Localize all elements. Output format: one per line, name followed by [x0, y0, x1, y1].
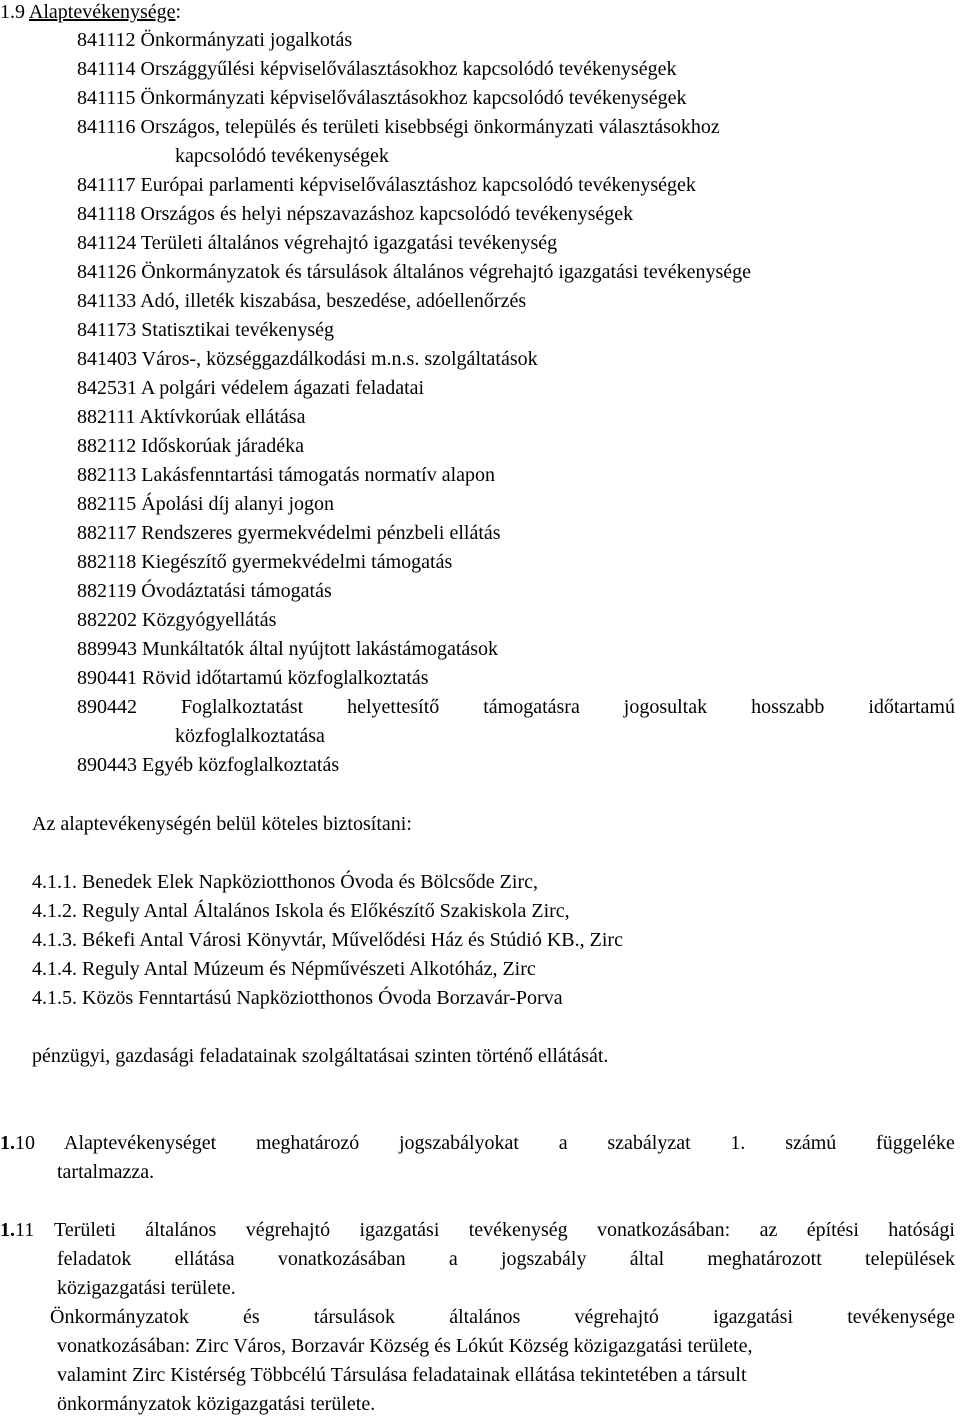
- justified-word: ellátása: [174, 1248, 235, 1270]
- section-heading-1-9: 1.9 Alaptevékenysége:: [0, 1, 182, 23]
- section-1-11-p2-line-justified: [50, 1305, 955, 1329]
- activity-item-justified: [77, 695, 955, 719]
- activity-item: 841126 Önkormányzatok és társulások általános végrehajtó igazgatási tevékenysége: [77, 261, 752, 283]
- activity-item: 841173 Statisztikai tevékenység: [77, 319, 334, 341]
- justified-word: tevékenysége: [847, 1306, 955, 1328]
- justified-word: tevékenység: [468, 1219, 568, 1241]
- activity-item: 882111 Aktívkorúak ellátása: [77, 406, 306, 428]
- justified-word: meghatározott: [707, 1248, 822, 1270]
- justified-word: Foglalkoztatást: [180, 696, 304, 718]
- mandatory-heading: Az alaptevékenységén belül köteles biztosítani:: [32, 813, 412, 835]
- justified-word: általános: [449, 1306, 521, 1328]
- section-1-11-p2-line: valamint Zirc Kistérség Többcélú Társulása feladatainak ellátása tekintetében a társult: [57, 1364, 747, 1386]
- justified-word: társulások: [313, 1306, 395, 1328]
- section-1-11-p2-line: vonatkozásában: Zirc Város, Borzavár Község és Lókút Község közigazgatási területe,: [57, 1335, 753, 1357]
- justified-word: meghatározó: [255, 1132, 360, 1154]
- justified-word: által: [629, 1248, 665, 1270]
- section-1-10-line-justified: [64, 1131, 955, 1155]
- section-number: 1.9: [0, 1, 25, 23]
- justified-word: hosszabb: [751, 696, 825, 718]
- institution-item: 4.1.4. Reguly Antal Múzeum és Népművészeti Alkotóház, Zirc: [32, 958, 536, 980]
- institution-item: 4.1.3. Békefi Antal Városi Könyvtár, Művelődési Ház és Stúdió KB., Zirc: [32, 929, 623, 951]
- section-number: 1.10: [0, 1132, 35, 1154]
- justified-word: hatósági: [888, 1219, 955, 1241]
- section-number: 1.11: [0, 1219, 35, 1241]
- justified-word: igazgatási: [359, 1219, 440, 1241]
- justified-word: vonatkozásában:: [596, 1219, 731, 1241]
- section-1-10-line: tartalmazza.: [57, 1161, 155, 1183]
- justified-word: Alaptevékenységet: [64, 1132, 217, 1154]
- activity-item: 841116 Országos, település és területi kisebbségi önkormányzati választásokhoz: [77, 116, 720, 138]
- justified-word: általános: [145, 1219, 217, 1241]
- justified-word: igazgatási: [713, 1306, 794, 1328]
- activity-item-continuation: kapcsolódó tevékenységek: [175, 145, 389, 167]
- justified-word: feladatok: [57, 1248, 132, 1270]
- activity-item: 841133 Adó, illeték kiszabása, beszedése, adóellenőrzés: [77, 290, 527, 312]
- section-1-11-line-justified: [54, 1218, 955, 1242]
- justified-word: az: [759, 1219, 778, 1241]
- justified-word: végrehajtó: [245, 1219, 331, 1241]
- justified-word: és: [243, 1306, 260, 1328]
- activity-item: 889943 Munkáltatók által nyújtott lakástámogatások: [77, 638, 499, 660]
- activity-item: 841117 Európai parlamenti képviselőválasztáshoz kapcsolódó tevékenységek: [77, 174, 696, 196]
- section-1-11-p2-line: önkormányzatok közigazgatási területe.: [57, 1393, 376, 1415]
- activity-item: 890441 Rövid időtartamú közfoglalkoztatás: [77, 667, 429, 689]
- activity-item: 882118 Kiegészítő gyermekvédelmi támogatás: [77, 551, 453, 573]
- activity-item: 841403 Város-, községgazdálkodási m.n.s. szolgáltatások: [77, 348, 538, 370]
- financial-note: pénzügyi, gazdasági feladatainak szolgáltatásai szinten történő ellátását.: [32, 1045, 609, 1067]
- activity-item: 841115 Önkormányzati képviselőválasztásokhoz kapcsolódó tevékenységek: [77, 87, 687, 109]
- activity-item: 882112 Időskorúak járadéka: [77, 435, 304, 457]
- activity-item: 841114 Országgyűlési képviselőválasztásokhoz kapcsolódó tevékenységek: [77, 58, 677, 80]
- justified-word: a: [448, 1248, 458, 1270]
- justified-word: építési: [806, 1219, 859, 1241]
- activity-item: 841124 Területi általános végrehajtó igazgatási tevékenység: [77, 232, 558, 254]
- activity-item: 890443 Egyéb közfoglalkoztatás: [77, 754, 340, 776]
- justified-word: Területi: [54, 1219, 116, 1241]
- section-1-11-line-justified: [57, 1247, 955, 1271]
- justified-word: jogszabály: [500, 1248, 587, 1270]
- justified-word: időtartamú: [868, 696, 955, 718]
- activity-item: 841118 Országos és helyi népszavazáshoz kapcsolódó tevékenységek: [77, 203, 634, 225]
- justified-word: szabályzat: [607, 1132, 691, 1154]
- justified-word: jogosultak: [623, 696, 708, 718]
- justified-word: függeléke: [876, 1132, 955, 1154]
- activity-item: 882115 Ápolási díj alanyi jogon: [77, 493, 335, 515]
- institution-item: 4.1.5. Közös Fenntartású Napköziotthonos Óvoda Borzavár-Porva: [32, 987, 563, 1009]
- justified-word: települések: [865, 1248, 955, 1270]
- justified-word: számú: [785, 1132, 837, 1154]
- justified-word: vonatkozásában: [277, 1248, 406, 1270]
- activity-item-continuation: közfoglalkoztatása: [175, 725, 325, 747]
- justified-word: 890442: [77, 696, 137, 718]
- justified-word: 1.: [730, 1132, 746, 1154]
- section-1-11-line: közigazgatási területe.: [57, 1277, 236, 1299]
- activity-item: 842531 A polgári védelem ágazati feladatai: [77, 377, 425, 399]
- activity-item: 841112 Önkormányzati jogalkotás: [77, 29, 353, 51]
- activity-item: 882117 Rendszeres gyermekvédelmi pénzbeli ellátás: [77, 522, 501, 544]
- justified-word: a: [558, 1132, 568, 1154]
- justified-word: helyettesítő: [347, 696, 440, 718]
- activity-item: 882202 Közgyógyellátás: [77, 609, 277, 631]
- activity-item: 882119 Óvodáztatási támogatás: [77, 580, 332, 602]
- justified-word: támogatásra: [483, 696, 580, 718]
- activity-item: 882113 Lakásfenntartási támogatás normatív alapon: [77, 464, 496, 486]
- justified-word: végrehajtó: [574, 1306, 659, 1328]
- justified-word: jogszabályokat: [398, 1132, 519, 1154]
- institution-item: 4.1.1. Benedek Elek Napköziotthonos Óvoda és Bölcsőde Zirc,: [32, 871, 538, 893]
- justified-word: Önkormányzatok: [50, 1306, 189, 1328]
- institution-item: 4.1.2. Reguly Antal Általános Iskola és Előkészítő Szakiskola Zirc,: [32, 900, 570, 922]
- section-title: Alaptevékenysége: [28, 1, 176, 23]
